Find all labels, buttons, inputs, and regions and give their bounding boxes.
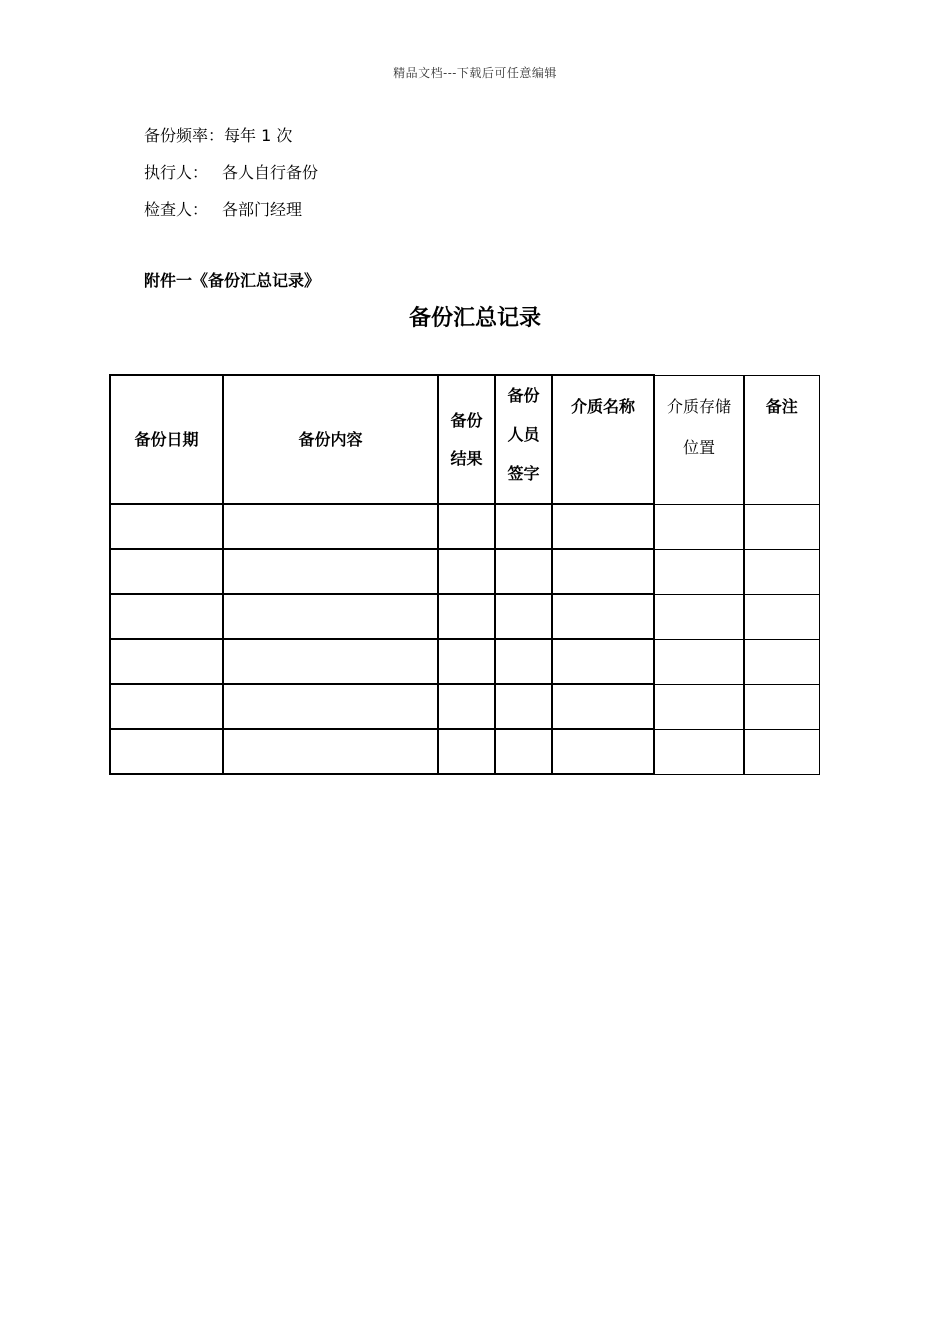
cell-media-name: [552, 504, 654, 549]
page-header: 精品文档---下载后可任意编辑: [393, 66, 557, 80]
cell-media-name: [552, 594, 654, 639]
cell-remarks: [744, 549, 819, 594]
document-title: 备份汇总记录: [408, 306, 541, 331]
header-signer-line3: 签字: [507, 464, 540, 483]
cell-date: [110, 504, 223, 549]
cell-media-name: [552, 639, 654, 684]
executor-line: [144, 162, 318, 184]
checker-value: 各部门经理: [222, 200, 303, 219]
attachment-label: 附件一《备份汇总记录》: [144, 271, 321, 290]
table-header-row: [110, 375, 819, 504]
table-row: [110, 684, 819, 729]
cell-date: [110, 549, 223, 594]
cell-date: [110, 594, 223, 639]
backup-record-table: [109, 374, 820, 775]
header-backup-signer: [495, 375, 552, 504]
header-media-name: 介质名称: [552, 375, 654, 504]
cell-media-name: [552, 729, 654, 774]
header-backup-result: [438, 375, 495, 504]
cell-content: [223, 594, 438, 639]
cell-signer: [495, 549, 552, 594]
executor-value: 各人自行备份: [222, 163, 319, 182]
cell-remarks: [744, 639, 819, 684]
cell-storage-location: [654, 504, 744, 549]
backup-frequency: 备份频率：每年 1 次: [144, 126, 293, 145]
cell-result: [438, 639, 495, 684]
header-signer-line2: 人员: [507, 425, 540, 444]
table-row: [110, 729, 819, 774]
cell-date: [110, 729, 223, 774]
cell-remarks: [744, 729, 819, 774]
cell-signer: [495, 729, 552, 774]
cell-result: [438, 729, 495, 774]
cell-content: [223, 549, 438, 594]
header-backup-result-line1: 备份: [450, 410, 483, 430]
header-backup-result-line2: 结果: [450, 448, 483, 468]
cell-result: [438, 504, 495, 549]
cell-signer: [495, 639, 552, 684]
table-row: [110, 594, 819, 639]
cell-signer: [495, 504, 552, 549]
cell-content: [223, 684, 438, 729]
cell-signer: [495, 684, 552, 729]
table-row: [110, 504, 819, 549]
checker-line: [144, 199, 302, 221]
cell-date: [110, 684, 223, 729]
table-row: [110, 639, 819, 684]
header-signer-line1: 备份: [507, 386, 540, 405]
cell-content: [223, 729, 438, 774]
cell-storage-location: [654, 684, 744, 729]
cell-storage-location: [654, 549, 744, 594]
cell-storage-location: [654, 639, 744, 684]
header-storage-location: [654, 375, 744, 504]
header-remarks: 备注: [744, 375, 819, 504]
header-storage-line1: 介质存储: [666, 396, 731, 416]
header-backup-date: 备份日期: [110, 375, 223, 504]
executor-label: 执行人：: [144, 163, 209, 182]
cell-media-name: [552, 549, 654, 594]
cell-media-name: [552, 684, 654, 729]
cell-storage-location: [654, 594, 744, 639]
checker-label: 检查人：: [144, 200, 209, 219]
cell-content: [223, 639, 438, 684]
cell-signer: [495, 594, 552, 639]
cell-remarks: [744, 594, 819, 639]
cell-result: [438, 549, 495, 594]
header-backup-content: 备份内容: [223, 375, 438, 504]
cell-date: [110, 639, 223, 684]
cell-storage-location: [654, 729, 744, 774]
header-storage-line2: 位置: [682, 437, 715, 457]
cell-result: [438, 594, 495, 639]
cell-result: [438, 684, 495, 729]
cell-content: [223, 504, 438, 549]
cell-remarks: [744, 684, 819, 729]
cell-remarks: [744, 504, 819, 549]
table-body: [110, 504, 819, 774]
table-row: [110, 549, 819, 594]
